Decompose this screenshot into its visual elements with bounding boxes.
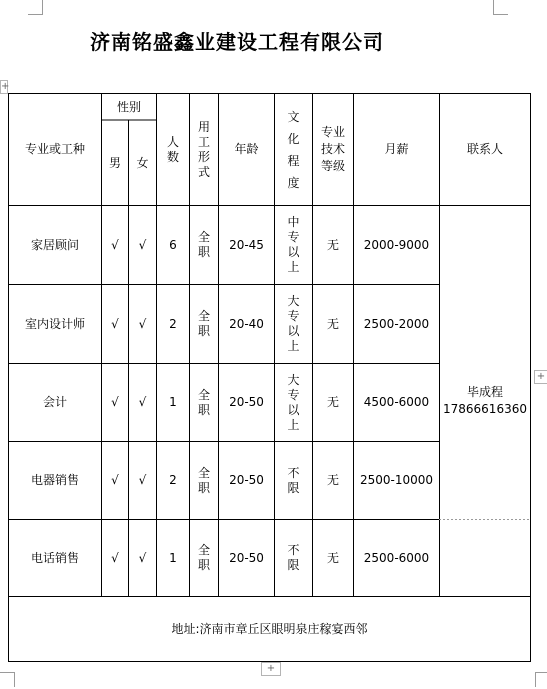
- cell-male: √: [111, 316, 119, 331]
- address-text: 地址:济南市章丘区眼明泉庄稼宴西邻: [171, 621, 368, 636]
- header-salary: 月薪: [384, 142, 409, 156]
- cell-salary: 2500-6000: [363, 550, 430, 565]
- header-skill-line: 等级: [320, 159, 345, 173]
- contact-cell: [440, 206, 530, 596]
- header-female: 女: [136, 155, 149, 170]
- cell-salary: 2500-2000: [363, 316, 430, 331]
- header-job: 专业或工种: [24, 142, 85, 156]
- cell-employment: 全 职: [197, 309, 210, 338]
- cell-salary: 2500-10000: [359, 473, 434, 487]
- header-count: 人 数: [166, 134, 179, 164]
- header-education: 文 化 程 度: [287, 109, 300, 190]
- cell-age: 20-40: [229, 316, 264, 331]
- cell-employment: 全 职: [197, 230, 210, 259]
- cell-skill: 无: [326, 550, 339, 565]
- cell-job: 电器销售: [30, 473, 79, 487]
- document-title: 济南铭盛鑫业建设工程有限公司: [90, 30, 384, 54]
- cell-employment: 全 职: [197, 387, 210, 417]
- header-male: 男: [108, 155, 121, 170]
- cell-count: 1: [169, 395, 177, 409]
- cell-skill: 无: [326, 316, 339, 331]
- cell-count: 2: [169, 473, 177, 487]
- header-contact: 联系人: [466, 142, 503, 156]
- cell-female: √: [138, 316, 147, 331]
- cell-female: √: [138, 237, 147, 252]
- cell-employment: 全 职: [197, 543, 210, 572]
- header-skill-level: [313, 94, 353, 205]
- cell-job: 电话销售: [30, 550, 79, 565]
- header-skill-line: 技术: [320, 142, 345, 156]
- header-age: 年龄: [234, 142, 259, 156]
- cell-skill: 无: [326, 237, 339, 252]
- cell-female: √: [138, 395, 147, 409]
- cell-job: 室内设计师: [24, 316, 85, 331]
- cell-education: 大 专 以 上: [287, 294, 300, 353]
- header-employment: 用 工 形 式: [197, 119, 210, 179]
- page-corner-mark: [493, 0, 508, 15]
- contact-phone: 17866616360: [443, 402, 527, 416]
- cell-male: √: [111, 473, 119, 487]
- cell-job: 会计: [42, 395, 67, 409]
- cell-salary: 2000-9000: [363, 237, 430, 252]
- cell-count: 6: [169, 237, 177, 252]
- cell-female: √: [138, 473, 147, 487]
- cell-count: 2: [169, 316, 177, 331]
- contact-name: 毕成程: [466, 385, 503, 399]
- add-column-icon[interactable]: +: [534, 370, 547, 384]
- cell-education: 大 专 以 上: [287, 372, 300, 432]
- header-skill-line: 专业: [320, 125, 345, 139]
- cell-education: 不 限: [287, 465, 300, 495]
- cell-skill: 无: [326, 473, 339, 487]
- page-corner-mark: [28, 0, 43, 15]
- cell-age: 20-50: [229, 395, 264, 409]
- cell-age: 20-45: [229, 237, 264, 252]
- cell-age: 20-50: [229, 473, 264, 487]
- page-corner-mark: [0, 672, 15, 687]
- page-corner-mark: [535, 672, 547, 687]
- cell-female: √: [138, 550, 147, 565]
- cell-male: √: [111, 395, 119, 409]
- cell-age: 20-50: [229, 550, 264, 565]
- cell-skill: 无: [326, 395, 339, 409]
- cell-employment: 全 职: [197, 465, 210, 495]
- table-move-handle-icon[interactable]: +: [1, 81, 10, 92]
- cell-education: 不 限: [287, 543, 300, 572]
- cell-male: √: [111, 237, 119, 252]
- cell-count: 1: [169, 550, 177, 565]
- add-row-icon[interactable]: +: [261, 662, 281, 676]
- cell-education: 中 专 以 上: [287, 215, 300, 274]
- cell-male: √: [111, 550, 119, 565]
- header-gender: 性别: [116, 99, 141, 114]
- cell-job: 家居顾问: [30, 237, 79, 252]
- cell-salary: 4500-6000: [363, 395, 430, 409]
